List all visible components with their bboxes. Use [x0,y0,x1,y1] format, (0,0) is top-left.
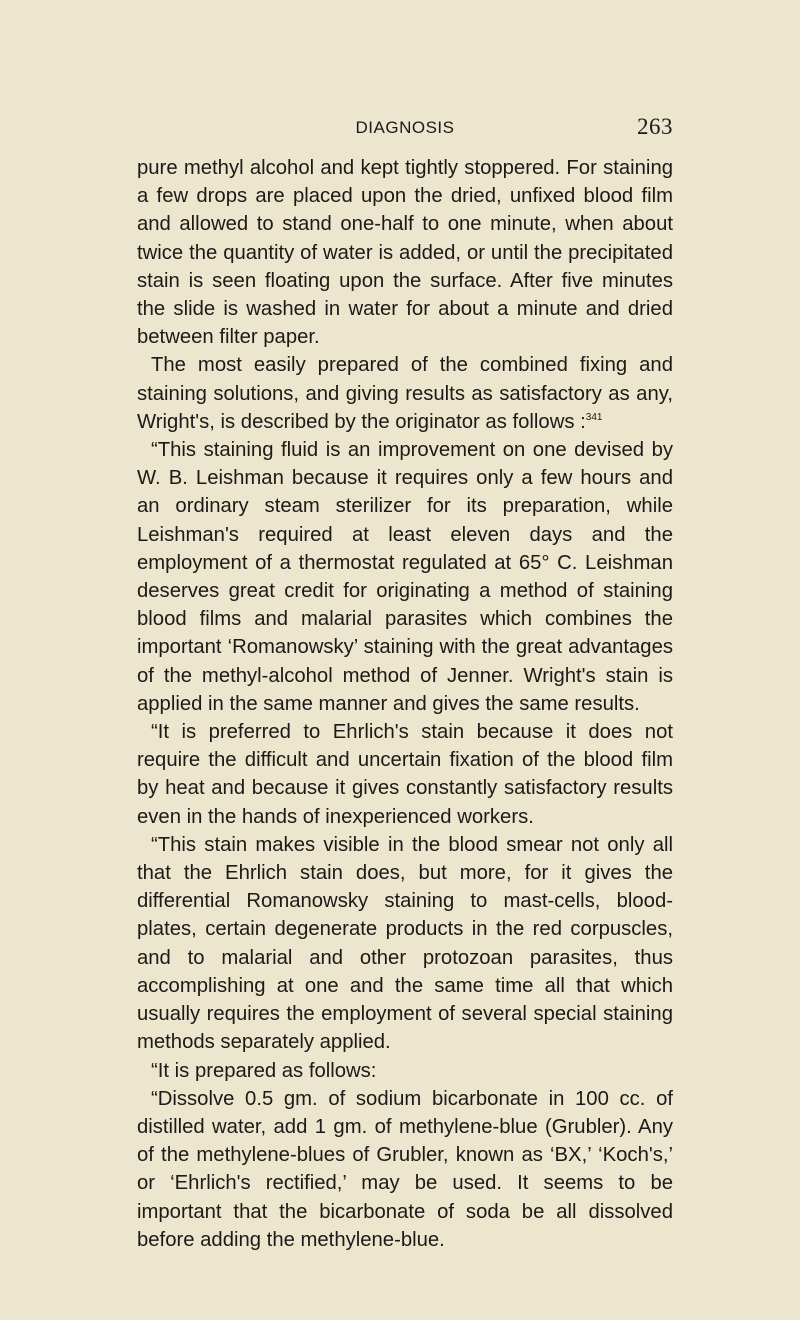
body-text [137,154,673,1254]
paragraph: “It is prepared as follows: [151,1059,377,1082]
paragraph: “Dissolve 0.5 gm. of sodium bicarbonate in 100 cc. of distilled water, add 1 gm. of methylene-blue (Grubler). Any of the methylene-blues of Grubler, known as ‘BX,’ ‘Koch's,’ or ‘Ehrlich's rectified,’ may be used. It seems to be important that the bicarbonate of soda be all dissolved before adding the methylene-blue. [137,1087,673,1251]
page-number: 263 [637,114,673,139]
paragraph-text: The most easily prepared of the combined fixing and staining solutions, and giving results as satisfactory as any, Wright's, is described by the originator as follows : [137,354,673,433]
paragraph: “It is preferred to Ehrlich's stain because it does not require the difficult and uncertain fixation of the blood film by heat and because it gives constantly satisfactory results even in the hands of inexperienced workers. [137,721,673,828]
paragraph: pure methyl alcohol and kept tightly stoppered. For staining a few drops are placed upon the dried, unfixed blood film and allowed to stand one-half to one minute, when about twice the quantity of water is added, or until the precipitated stain is seen floating upon the surface. After five minutes the slide is washed in water for about a minute and dried between filter paper. [137,157,673,349]
page-header [137,114,673,148]
paragraph: “This staining fluid is an improvement on one devised by W. B. Leishman because it requires only a few hours and an ordinary steam sterilizer for its preparation, while Leishman's required at least eleven days and the employment of a thermostat regulated at 65° C. Leishman deserves great credit for originating a method of staining blood films and malarial parasites which combines the important ‘Romanowsky’ staining with the great advantages of the methyl-alcohol method of Jenner. Wright's stain is applied in the same manner and gives the same results. [137,439,673,715]
footnote-reference: 341 [585,411,603,423]
running-head: DIAGNOSIS [355,118,455,137]
paragraph [137,351,673,436]
paragraph: “This stain makes visible in the blood smear not only all that the Ehrlich stain does, but more, for it gives the differential Romanowsky staining to mast-cells, blood-plates, certain degenerate products in the red corpuscles, and to malarial and other protozoan parasites, thus accomplishing at one and the same time all that which usually requires the employment of several special staining methods separately applied. [137,833,673,1054]
